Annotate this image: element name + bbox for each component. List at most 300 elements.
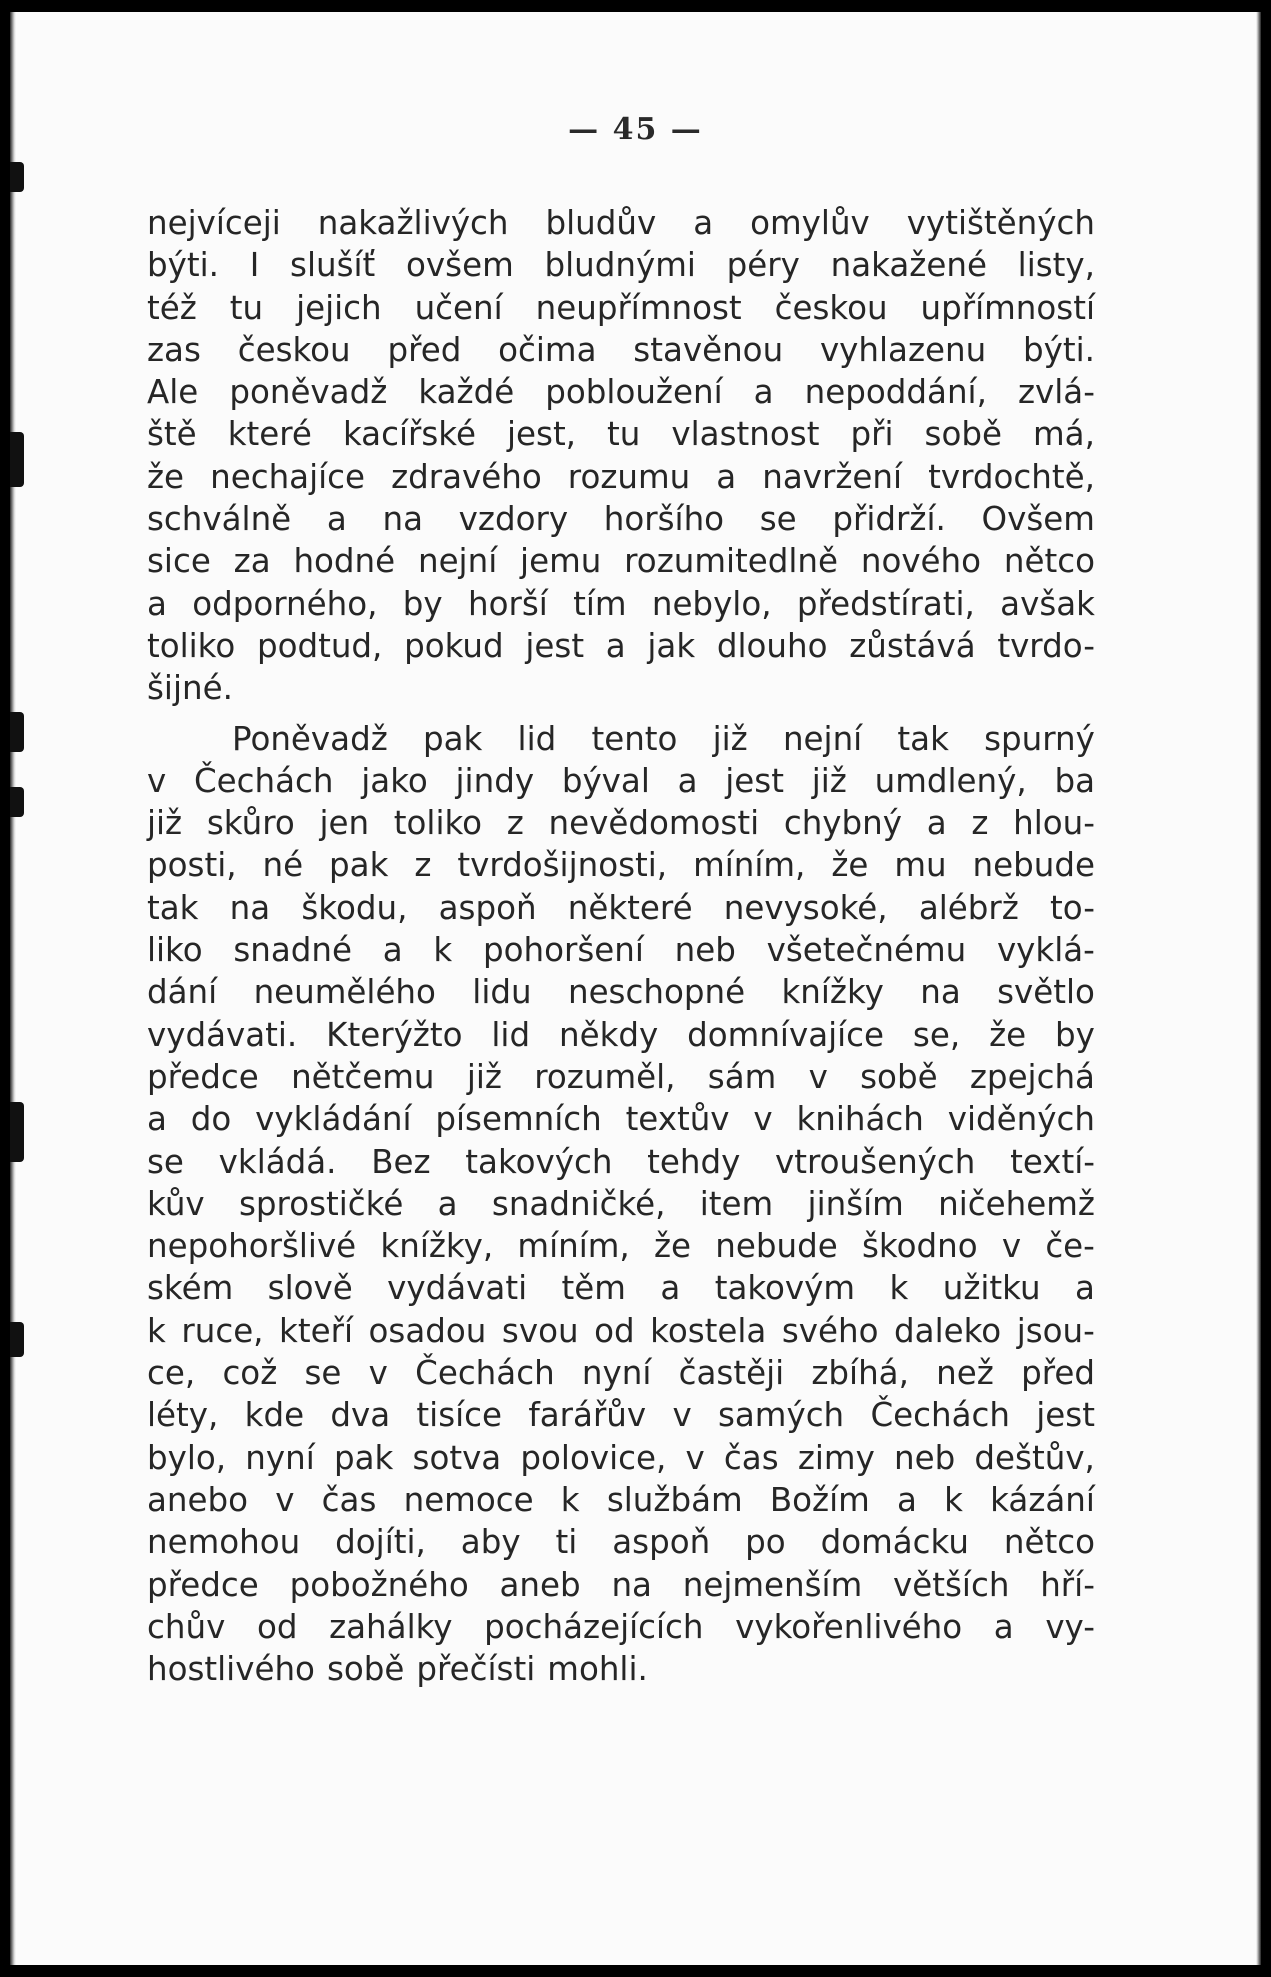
word: polovice, <box>520 1438 667 1477</box>
word: neb <box>674 931 736 970</box>
word: če- <box>1045 1227 1095 1266</box>
word: ba <box>1054 761 1095 800</box>
word: pocházejících <box>484 1607 704 1646</box>
word: se <box>759 500 797 539</box>
word: sotva <box>412 1438 502 1477</box>
text-line <box>147 244 1095 286</box>
word: by <box>1055 1015 1095 1054</box>
word: a <box>693 204 714 242</box>
text-line <box>147 1141 1095 1183</box>
word: I <box>249 246 260 285</box>
word: vtroušených <box>775 1142 976 1181</box>
word: domácku <box>820 1523 969 1562</box>
word: pohoršení <box>482 931 644 970</box>
word: že <box>989 1015 1027 1054</box>
word: mohli. <box>547 1650 648 1689</box>
word: chybný <box>783 804 903 843</box>
word: textí- <box>1010 1142 1095 1181</box>
word: a <box>926 804 947 843</box>
word: na <box>229 888 271 927</box>
word: jejich <box>296 288 382 327</box>
word: k <box>560 1480 580 1519</box>
text-line <box>147 1225 1095 1267</box>
word: zdravého <box>391 457 542 496</box>
paragraph <box>147 202 1095 710</box>
text-line <box>147 371 1095 413</box>
word: sobě <box>924 415 1002 454</box>
word: aspoň <box>612 1523 711 1562</box>
word: že <box>653 1227 692 1266</box>
text-line <box>147 929 1095 971</box>
word: že <box>831 846 869 885</box>
word: pak <box>422 719 483 758</box>
word: nakažlivých <box>317 204 509 242</box>
word: jako <box>361 761 428 800</box>
word: vykládání <box>255 1100 412 1139</box>
word: snadničké, <box>491 1184 666 1223</box>
word: že <box>147 457 185 496</box>
word: škodu, <box>301 888 408 927</box>
word: větších <box>893 1565 1010 1604</box>
word: k <box>147 1311 166 1350</box>
word: hodné <box>293 542 396 581</box>
word: světlo <box>997 973 1095 1012</box>
word: šijné. <box>147 669 233 708</box>
word: rozumitedlně <box>624 542 839 581</box>
word: též <box>147 288 197 327</box>
word: jak <box>647 626 696 665</box>
word: míním, <box>693 846 806 885</box>
word: ště <box>147 415 197 454</box>
word: Ovšem <box>981 500 1095 539</box>
word: léty, <box>147 1396 219 1435</box>
word: užitku <box>942 1269 1041 1308</box>
word: tisíce <box>416 1396 503 1435</box>
word: neschopné <box>567 973 746 1012</box>
text-line <box>147 540 1095 582</box>
word: do <box>190 1100 232 1139</box>
text-line <box>147 802 1095 844</box>
word: odporného, <box>192 584 378 623</box>
word: k <box>889 1269 909 1308</box>
word: vyhlazenu <box>819 330 987 369</box>
text-line <box>147 1437 1095 1479</box>
page-number: — 45 — <box>568 112 703 147</box>
word: v <box>368 1354 388 1393</box>
word: Božím <box>769 1480 870 1519</box>
word: poněvadž <box>229 373 388 412</box>
word: to- <box>1050 888 1095 927</box>
word: nemohou <box>147 1523 301 1562</box>
word: vzdory <box>458 500 569 539</box>
word: jest <box>1036 1396 1095 1435</box>
word: ovšem <box>406 246 514 285</box>
word: jest <box>525 626 585 665</box>
word: míním, <box>517 1227 630 1266</box>
word: někdy <box>558 1015 659 1054</box>
word: již <box>147 804 183 843</box>
word: nyní <box>581 1354 652 1393</box>
word: některé <box>567 888 693 927</box>
word: zbíhá, <box>811 1354 909 1393</box>
word: na <box>920 973 961 1012</box>
word: tu <box>607 415 641 454</box>
word: kázání <box>990 1480 1095 1519</box>
word: takových <box>465 1142 613 1181</box>
word: a <box>326 500 347 539</box>
word: českou <box>237 330 351 369</box>
word: a <box>677 761 698 800</box>
word: sám <box>707 1057 777 1096</box>
word: a <box>1075 1269 1095 1308</box>
word: nemoce <box>403 1480 534 1519</box>
word: kostela <box>650 1311 767 1350</box>
word: z <box>414 846 432 885</box>
word: kteří <box>279 1311 353 1350</box>
word: knížky <box>781 973 884 1012</box>
word: Čechách <box>870 1396 1010 1435</box>
text-line <box>147 1606 1095 1648</box>
word: od <box>256 1607 298 1646</box>
word: hlou- <box>1013 804 1095 843</box>
word: častěji <box>678 1354 785 1393</box>
word: zpejchá <box>969 1057 1095 1096</box>
word: nejmenším <box>682 1565 863 1604</box>
word: svou <box>501 1311 579 1350</box>
word: Ale <box>147 373 199 412</box>
word: neb <box>894 1438 956 1477</box>
text-line <box>147 1648 1095 1690</box>
word: což <box>222 1354 278 1393</box>
word: aby <box>460 1523 521 1562</box>
word: pobožného <box>289 1565 469 1604</box>
word: býti. <box>147 246 219 285</box>
word: již <box>811 761 847 800</box>
word: rozumu <box>567 457 691 496</box>
word: předce <box>147 1057 259 1096</box>
word: kův <box>147 1184 205 1223</box>
word: nepohoršlivé <box>147 1227 357 1266</box>
binding-mark <box>10 712 24 752</box>
word: býval <box>561 761 650 800</box>
word: již <box>466 1057 502 1096</box>
word: toliko <box>147 626 236 665</box>
word: již <box>712 719 748 758</box>
word: toliko <box>393 804 483 843</box>
word: svého <box>781 1311 879 1350</box>
word: horšího <box>603 500 725 539</box>
word: sice <box>147 542 211 581</box>
word: tu <box>229 288 264 327</box>
word: ském <box>147 1269 234 1308</box>
word: pobloužení <box>545 373 723 412</box>
word: v <box>1001 1227 1022 1266</box>
word: ce, <box>147 1354 196 1393</box>
word: vyklá- <box>996 931 1095 970</box>
word: při <box>850 415 894 454</box>
word: mu <box>894 846 947 885</box>
word: zvlá- <box>1017 373 1095 412</box>
binding-mark <box>10 162 24 192</box>
word: se <box>304 1354 342 1393</box>
word: vlastnost <box>671 415 820 454</box>
text-line <box>147 1352 1095 1394</box>
word: posti, <box>147 846 237 885</box>
binding-mark <box>10 1102 24 1162</box>
word: a <box>660 1269 681 1308</box>
word: omylův <box>750 204 870 242</box>
word: nového <box>860 542 982 581</box>
word: tak <box>147 888 199 927</box>
word: učení <box>414 288 503 327</box>
text-line <box>147 844 1095 886</box>
word: přidrží. <box>832 500 946 539</box>
word: před <box>1021 1354 1095 1393</box>
text-line <box>147 667 1095 709</box>
word: ti <box>555 1523 578 1562</box>
word: písemních <box>435 1100 602 1139</box>
word: takovým <box>714 1269 856 1308</box>
text-line <box>147 1098 1095 1140</box>
word: nevysoké, <box>723 888 888 927</box>
word: k <box>944 1480 963 1519</box>
word: čas <box>321 1480 377 1519</box>
word: upřímností <box>920 288 1095 327</box>
word: škodno <box>861 1227 978 1266</box>
word: item <box>699 1184 774 1223</box>
word: nebude <box>715 1227 838 1266</box>
word: skůro <box>206 804 295 843</box>
word: né <box>262 846 304 885</box>
text-line <box>147 287 1095 329</box>
word: a <box>897 1480 917 1519</box>
word: tím <box>573 584 627 623</box>
word: tehdy <box>647 1142 741 1181</box>
word: avšak <box>1000 584 1095 623</box>
word: knihách <box>796 1100 924 1139</box>
word: Kterýžto <box>326 1015 463 1054</box>
word: hostlivého <box>147 1650 315 1689</box>
word: jinším <box>807 1184 904 1223</box>
text-line <box>147 1479 1095 1521</box>
paragraph-gap <box>147 710 1095 718</box>
word: na <box>382 500 423 539</box>
word: nebylo, <box>651 584 772 623</box>
word: kde <box>244 1396 305 1435</box>
word: nětčemu <box>291 1057 435 1096</box>
word: očima <box>498 330 597 369</box>
word: před <box>387 330 462 369</box>
binding-mark <box>10 787 24 817</box>
word: nejvíceji <box>147 204 281 242</box>
word: liko <box>147 931 203 970</box>
word: kacířské <box>342 415 476 454</box>
word: zas <box>147 330 201 369</box>
word: z <box>506 804 524 843</box>
word: za <box>233 542 271 581</box>
word: v <box>147 761 167 800</box>
word: pak <box>333 1438 394 1477</box>
word: navržení <box>762 457 903 496</box>
text-line <box>147 1183 1095 1225</box>
word: všetečnému <box>766 931 967 970</box>
word: jest <box>725 761 784 800</box>
word: snadné <box>233 931 353 970</box>
word: umdlený, <box>874 761 1027 800</box>
word: zahálky <box>329 1607 453 1646</box>
word: textův <box>625 1100 730 1139</box>
text-line <box>147 583 1095 625</box>
word: schválně <box>147 500 292 539</box>
text-line <box>147 413 1095 455</box>
word: sprostičké <box>238 1184 404 1223</box>
word: z <box>971 804 989 843</box>
word: tak <box>897 719 949 758</box>
word: neumělého <box>253 973 436 1012</box>
word: chův <box>147 1607 226 1646</box>
word: hří- <box>1040 1565 1095 1604</box>
word: zimy <box>797 1438 875 1477</box>
word: nejní <box>782 719 863 758</box>
word: jemu <box>520 542 602 581</box>
word: nebude <box>972 846 1095 885</box>
text-line <box>147 1310 1095 1352</box>
word: předstírati, <box>796 584 975 623</box>
text-line <box>147 202 1095 244</box>
word: službám <box>606 1480 743 1519</box>
word: spurný <box>984 719 1095 758</box>
word: v <box>275 1480 295 1519</box>
page-left-edge <box>10 12 16 1965</box>
text-line <box>147 625 1095 667</box>
word: nechajíce <box>210 457 366 496</box>
word: se <box>147 1142 184 1181</box>
word: tvrdo- <box>997 626 1095 665</box>
word: a <box>753 373 774 412</box>
word: by <box>402 584 443 623</box>
word: Čechách <box>193 761 334 800</box>
word: českou <box>774 288 888 327</box>
word: k <box>433 931 453 970</box>
word: jen <box>319 804 370 843</box>
word: na <box>611 1565 652 1604</box>
word: dva <box>330 1396 391 1435</box>
word: ničehemž <box>938 1184 1095 1223</box>
text-line <box>147 1564 1095 1606</box>
word: a <box>437 1184 458 1223</box>
word: jsou- <box>1016 1311 1095 1350</box>
word: bludnými <box>544 246 696 285</box>
word: neupřímnost <box>535 288 742 327</box>
word: stavěnou <box>633 330 784 369</box>
word: lid <box>517 719 557 758</box>
word: nevědomosti <box>548 804 760 843</box>
word: nakažené <box>830 246 987 285</box>
word: listy, <box>1017 246 1095 285</box>
word: v <box>808 1057 828 1096</box>
book-page <box>10 12 1261 1965</box>
word: slově <box>267 1269 353 1308</box>
word: nětco <box>1003 1523 1095 1562</box>
word: a <box>605 626 626 665</box>
word: slušíť <box>290 246 376 285</box>
word: vy- <box>1045 1607 1095 1646</box>
text-line <box>147 329 1095 371</box>
word: jest, <box>506 415 577 454</box>
word: tvrdochtě, <box>928 457 1095 496</box>
word: nejní <box>417 542 498 581</box>
body-text <box>147 202 1095 1690</box>
word: od <box>594 1311 635 1350</box>
word: Čechách <box>415 1354 555 1393</box>
word: než <box>936 1354 994 1393</box>
word: rozuměl, <box>534 1057 676 1096</box>
word: nyní <box>245 1438 315 1477</box>
word: horší <box>467 584 548 623</box>
word: osadou <box>368 1311 487 1350</box>
page-right-edge <box>1256 12 1261 1965</box>
word: se, <box>912 1015 961 1054</box>
word: vytištěných <box>906 204 1095 242</box>
word: tento <box>591 719 678 758</box>
word: a <box>147 584 167 623</box>
word: péry <box>726 246 800 285</box>
word: vydávati. <box>147 1015 298 1054</box>
word: vykořenlivého <box>735 1607 963 1646</box>
word: alébrž <box>918 888 1019 927</box>
word: nepoddání, <box>804 373 987 412</box>
word: aneb <box>499 1565 581 1604</box>
text-line <box>147 887 1095 929</box>
word: dlouho <box>716 626 828 665</box>
word: sobě <box>326 1650 405 1689</box>
word: a <box>993 1607 1014 1646</box>
word: dání <box>147 973 218 1012</box>
word: v <box>685 1438 705 1477</box>
word: vkládá. <box>218 1142 337 1181</box>
word: Poněvadž <box>232 719 388 758</box>
word: předce <box>147 1565 259 1604</box>
word: a <box>716 457 737 496</box>
text-line <box>147 1056 1095 1098</box>
word: daleko <box>894 1311 1002 1350</box>
text-line <box>147 1521 1095 1563</box>
word: pak <box>329 846 389 885</box>
word: čas <box>723 1438 779 1477</box>
word: lidu <box>472 973 532 1012</box>
word: lid <box>491 1015 531 1054</box>
paragraph <box>147 718 1095 1691</box>
word: zůstává <box>849 626 976 665</box>
word: dojíti, <box>335 1523 426 1562</box>
word: bylo, <box>147 1438 227 1477</box>
word: ruce, <box>181 1311 264 1350</box>
word: každé <box>418 373 515 412</box>
word: tvrdošijnosti, <box>457 846 668 885</box>
word: a <box>147 1100 167 1139</box>
word: po <box>745 1523 786 1562</box>
word: aspoň <box>438 888 537 927</box>
word: které <box>227 415 312 454</box>
word: podtud, <box>256 626 383 665</box>
word: pokud <box>404 626 504 665</box>
word: knížky, <box>380 1227 494 1266</box>
word: domnívajíce <box>687 1015 885 1054</box>
text-line <box>147 456 1095 498</box>
binding-mark <box>10 432 24 487</box>
word: v <box>672 1396 692 1435</box>
word: sobě <box>860 1057 938 1096</box>
